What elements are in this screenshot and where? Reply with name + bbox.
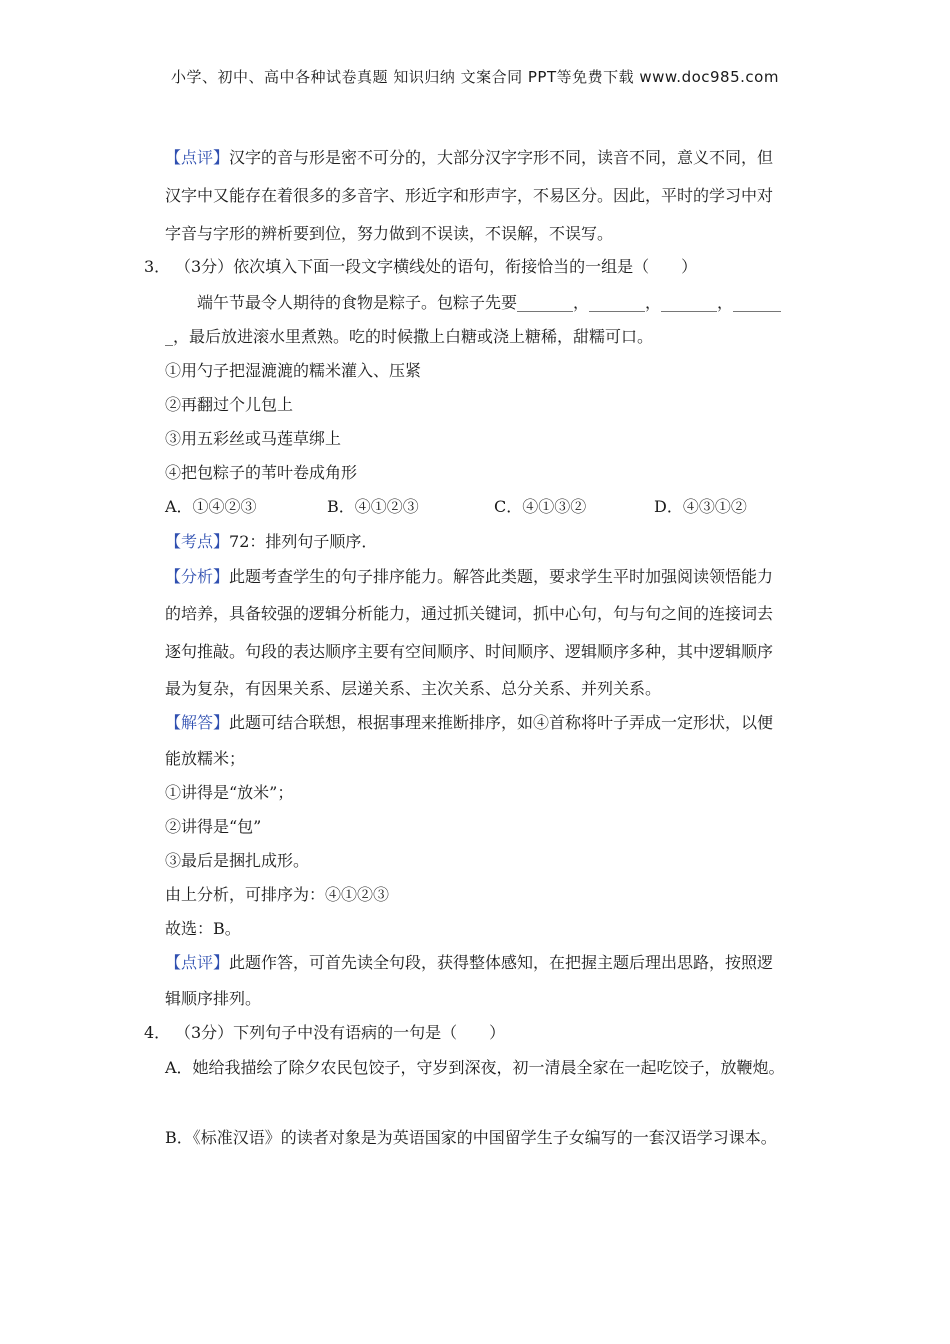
- comment-line-2: 汉字中又能存在着很多的多音字、形近字和形声字，不易区分。因此，平时的学习中对: [165, 186, 774, 205]
- sentence-option-1: ①用勺子把湿漉漉的糯米灌入、压紧: [165, 361, 422, 380]
- jieda-text-1: 此题可结合联想，根据事理来推断排序，如④首称将叶子弄成一定形状，以便: [229, 713, 774, 732]
- comment-line-3: 字音与字形的辨析要到位，努力做到不误读，不误解，不误写。: [165, 224, 614, 243]
- question-3-number: 3．: [144, 257, 171, 276]
- question-4-number: 4．: [144, 1023, 171, 1042]
- sentence-option-2: ②再翻过个儿包上: [165, 395, 294, 414]
- choice-a: A．①④②③: [165, 497, 257, 516]
- jieda-line-3: ①讲得是“放米”；: [165, 783, 294, 802]
- question-4-stem: （3分）下列句子中没有语病的一句是（ ）: [175, 1023, 506, 1042]
- sentence-option-4: ④把包粽子的苇叶卷成角形: [165, 463, 358, 482]
- jieda-line-7: 故选：B。: [165, 919, 241, 938]
- jieda-line-2: 能放糯米；: [165, 749, 246, 768]
- dianping-line-2: 辑顺序排列。: [165, 989, 262, 1008]
- fenxi-text-1: 此题考查学生的句子排序能力。解答此类题，要求学生平时加强阅读领悟能力: [229, 567, 774, 586]
- kaodian-line: [165, 532, 377, 552]
- sentence-option-3: ③用五彩丝或马莲草绑上: [165, 429, 342, 448]
- fenxi-line-1: [165, 567, 773, 587]
- jieda-line-1: [165, 713, 773, 733]
- fenxi-line-4: 最为复杂，有因果关系、层递关系、主次关系、总分关系、并列关系。: [165, 679, 662, 698]
- fenxi-line-3: 逐句推敲。句段的表达顺序主要有空间顺序、时间顺序、逻辑顺序多种，其中逻辑顺序: [165, 642, 774, 661]
- comment-text-1: 汉字的音与形是密不可分的，大部分汉字字形不同，读音不同，意义不同，但: [229, 148, 774, 167]
- question-4-choice-a: A．她给我描绘了除夕农民包饺子，守岁到深夜，初一清晨全家在一起吃饺子，放鞭炮。: [165, 1058, 785, 1077]
- choice-c: C．④①③②: [494, 497, 587, 516]
- dianping-text-1: 此题作答，可首先读全句段，获得整体感知，在把握主题后理出思路，按照逻: [229, 953, 774, 972]
- dianping-line-1: [165, 953, 773, 973]
- comment-line-1: [165, 148, 773, 168]
- jieda-line-5: ③最后是捆扎成形。: [165, 851, 310, 870]
- jieda-line-4: ②讲得是“包”: [165, 817, 262, 836]
- dianping-tag: 【点评】: [165, 953, 230, 972]
- choice-d: D．④③①②: [654, 497, 747, 516]
- comment-tag: 【点评】: [165, 148, 230, 167]
- choice-b: B．④①②③: [327, 497, 419, 516]
- jieda-tag: 【解答】: [165, 713, 230, 732]
- kaodian-tag: 【考点】: [165, 532, 230, 551]
- question-3-passage-line-1: 端午节最令人期待的食物是粽子。包粽子先要_______，_______，_______，______: [197, 293, 782, 312]
- question-4-choice-b: B．《标准汉语》的读者对象是为英语国家的中国留学生子女编写的一套汉语学习课本。: [165, 1128, 777, 1147]
- question-3-stem: （3分）依次填入下面一段文字横线处的语句，衔接恰当的一组是（ ）: [175, 257, 698, 276]
- fenxi-line-2: 的培养，具备较强的逻辑分析能力，通过抓关键词，抓中心句，句与句之间的连接词去: [165, 604, 774, 623]
- question-3-passage-line-2: _，最后放进滚水里煮熟。吃的时候撒上白糖或浇上糖稀，甜糯可口。: [165, 327, 654, 346]
- kaodian-text: 72：排列句子顺序．: [229, 532, 378, 551]
- page-header-banner: 小学、初中、高中各种试卷真题 知识归纳 文案合同 PPT等免费下载 www.doc985.com: [171, 68, 779, 86]
- fenxi-tag: 【分析】: [165, 567, 230, 586]
- jieda-line-6: 由上分析，可排序为：④①②③: [165, 885, 390, 904]
